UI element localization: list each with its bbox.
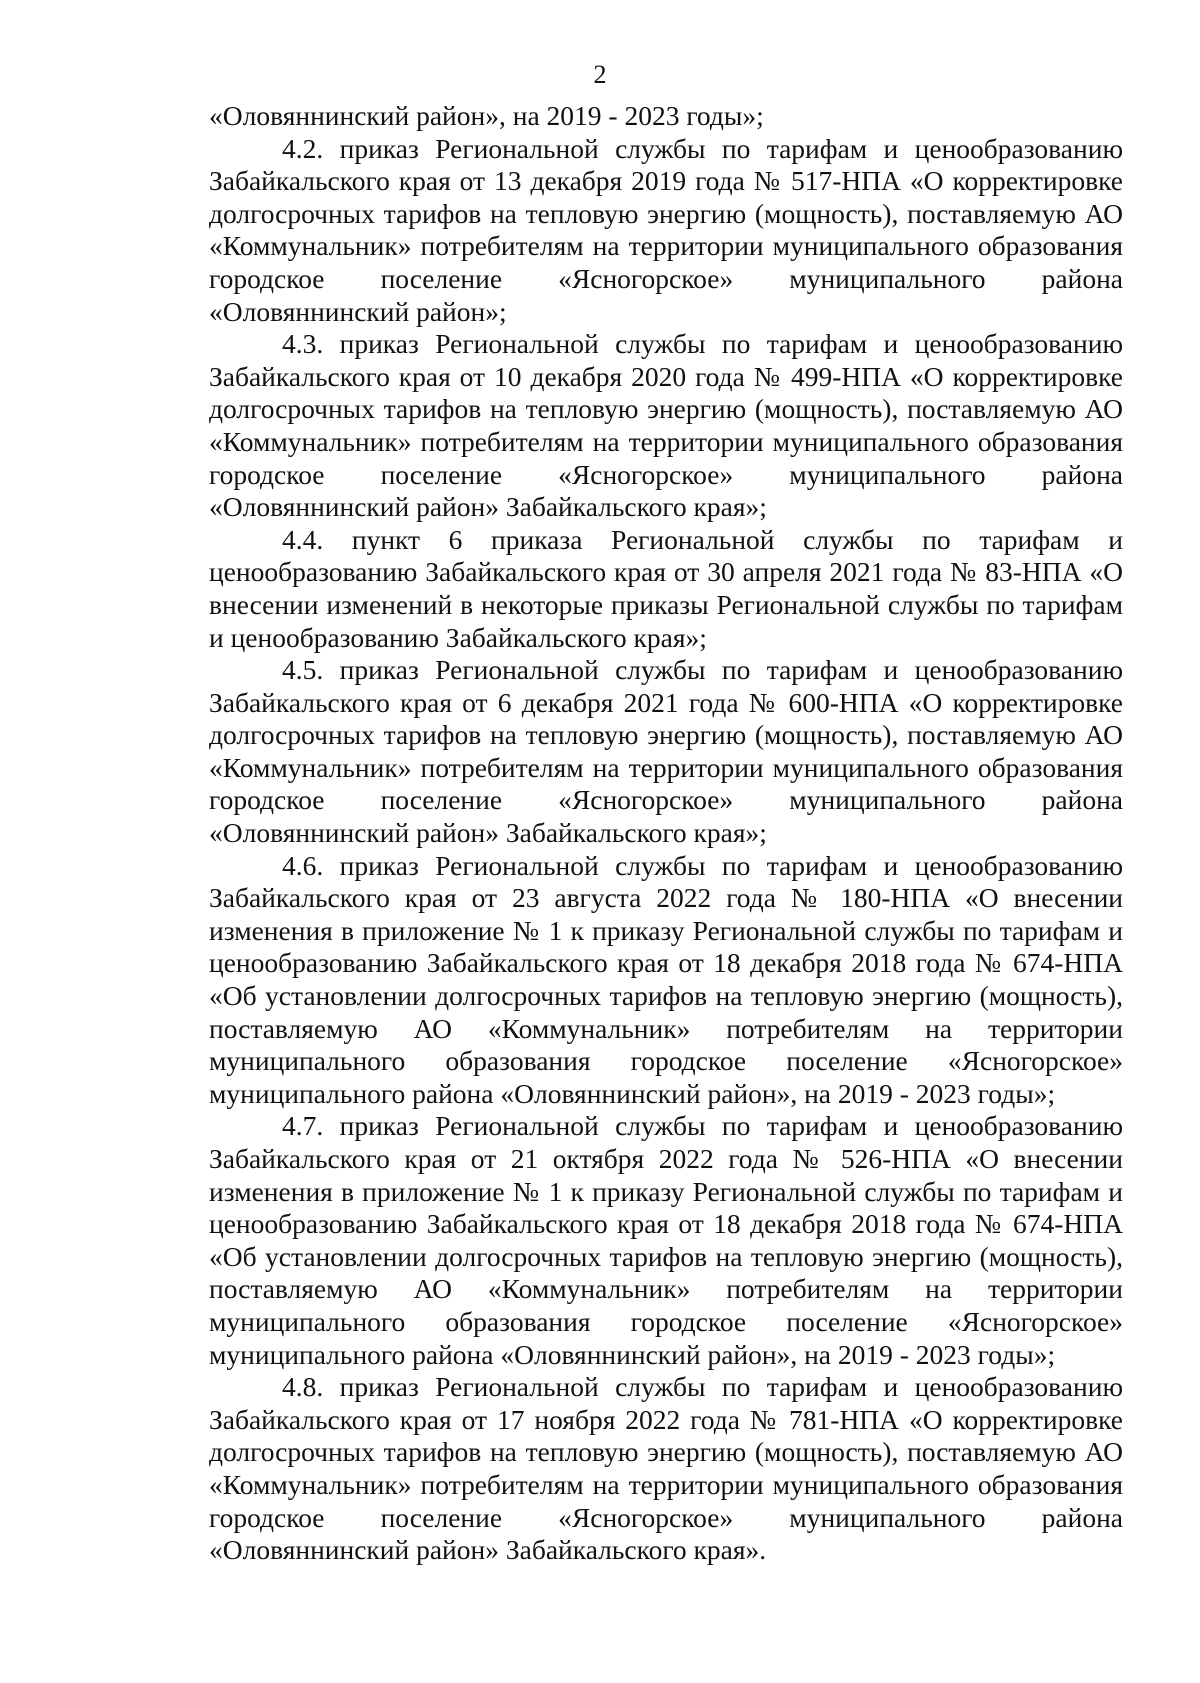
paragraph-4-4: 4.4. пункт 6 приказа Региональной службы по тарифам и ценообразованию Забайкальского края от 30 апреля 2021 года № 83-НПА «О внесении изменений в некоторые приказы Региональной службы по тарифам и ценообразованию Забайкальского края»; xyxy=(209,523,1123,653)
paragraph-4-3: 4.3. приказ Региональной службы по тарифам и ценообразованию Забайкальского края от 10 декабря 2020 года № 499-НПА «О корректировке долгосрочных тарифов на тепловую энергию (мощность), поставляемую АО «Коммунальник» потребителям на территории муниципального образования городское поселение «Ясногорское» муниципального района «Оловяннинский район» Забайкальского края»; xyxy=(209,328,1123,523)
document-body xyxy=(209,100,1123,1567)
paragraph-4-5: 4.5. приказ Региональной службы по тарифам и ценообразованию Забайкальского края от 6 декабря 2021 года № 600-НПА «О корректировке долгосрочных тарифов на тепловую энергию (мощность), поставляемую АО «Коммунальник» потребителям на территории муниципального образования городское поселение «Ясногорское» муниципального района «Оловяннинский район» Забайкальского края»; xyxy=(209,654,1123,849)
paragraph-4-2: 4.2. приказ Региональной службы по тарифам и ценообразованию Забайкальского края от 13 декабря 2019 года № 517-НПА «О корректировке долгосрочных тарифов на тепловую энергию (мощность), поставляемую АО «Коммунальник» потребителям на территории муниципального образования городское поселение «Ясногорское» муниципального района «Оловяннинский район»; xyxy=(209,132,1123,327)
paragraph-4-7: 4.7. приказ Региональной службы по тарифам и ценообразованию Забайкальского края от 21 октября 2022 года № 526-НПА «О внесении изменения в приложение № 1 к приказу Региональной службы по тарифам и ценообразованию Забайкальского края от 18 декабря 2018 года № 674-НПА «Об установлении долгосрочных тарифов на тепловую энергию (мощность), поставляемую АО «Коммунальник» потребителям на территории муниципального образования городское поселение «Ясногорское» муниципального района «Оловяннинский район», на 2019 - 2023 годы»; xyxy=(209,1110,1123,1370)
paragraph-4-8: 4.8. приказ Региональной службы по тарифам и ценообразованию Забайкальского края от 17 ноября 2022 года № 781-НПА «О корректировке долгосрочных тарифов на тепловую энергию (мощность), поставляемую АО «Коммунальник» потребителям на территории муниципального образования городское поселение «Ясногорское» муниципального района «Оловяннинский район» Забайкальского края». xyxy=(209,1371,1123,1566)
paragraph-continuation: «Оловяннинский район», на 2019 - 2023 годы»; xyxy=(209,100,764,131)
paragraph-4-6: 4.6. приказ Региональной службы по тарифам и ценообразованию Забайкальского края от 23 августа 2022 года № 180-НПА «О внесении изменения в приложение № 1 к приказу Региональной службы по тарифам и ценообразованию Забайкальского края от 18 декабря 2018 года № 674-НПА «Об установлении долгосрочных тарифов на тепловую энергию (мощность), поставляемую АО «Коммунальник» потребителям на территории муниципального образования городское поселение «Ясногорское» муниципального района «Оловяннинский район», на 2019 - 2023 годы»; xyxy=(209,849,1123,1109)
page-number: 2 xyxy=(593,60,607,89)
